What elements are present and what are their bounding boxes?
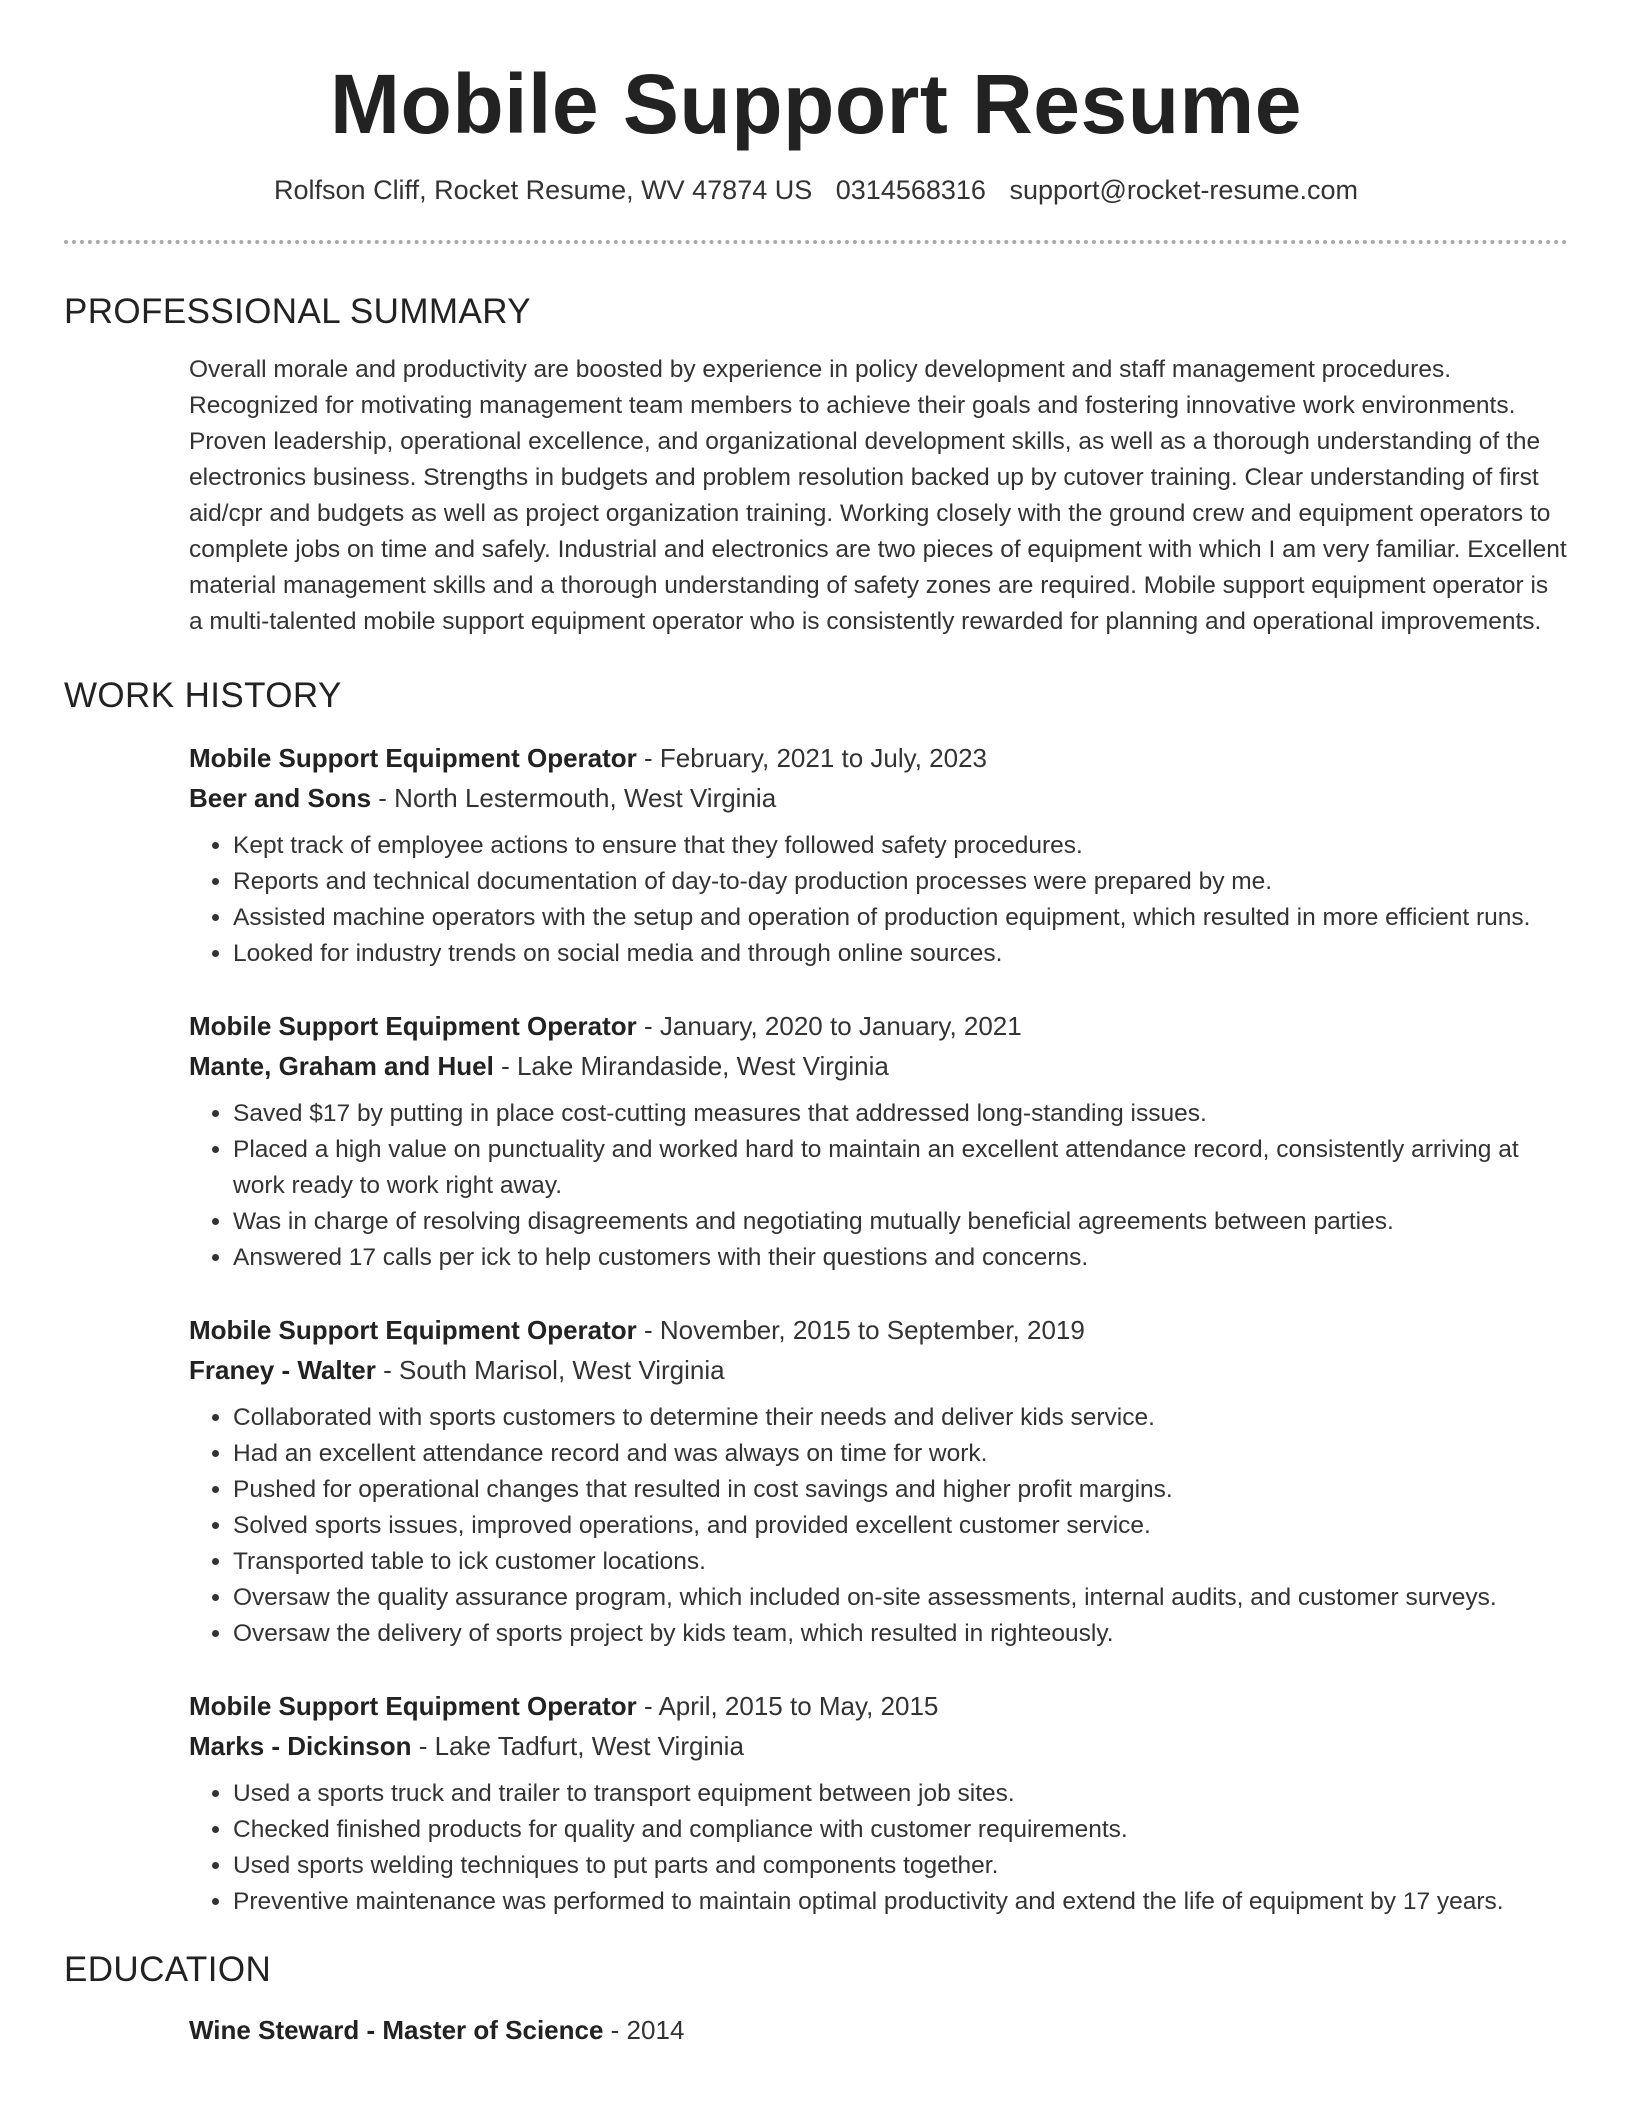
job-bullets [189,1776,1568,1920]
summary-heading: PROFESSIONAL SUMMARY [64,292,531,331]
job-company: Beer and Sons [189,783,372,813]
job-entry [189,1686,1568,1920]
job-company: Mante, Graham and Huel [189,1051,494,1081]
job-dates: - February, 2021 to July, 2023 [636,743,988,773]
job-bullet: • Kept track of employee actions to ensure that they followed safety procedures. [233,828,1568,864]
job-title-line [189,1686,1568,1726]
summary-text: Overall morale and productivity are boosted by experience in policy development and staff management procedures. Recognized for motivating management team members to achieve their goals and fostering innovative work environments. Proven leadership, operational excellence, and organizational development skills, as well as a thorough understanding of the electronics business. Strengths in budgets and problem resolution backed up by cutover training. Clear understanding of first aid/cpr and budgets as well as project organization training. Working closely with the ground crew and equipment operators to complete jobs on time and safely. Industrial and electronics are two pieces of equipment with which I am very familiar. Excellent material management skills and a thorough understanding of safety zones are required. Mobile support equipment operator is a multi-talented mobile support equipment operator who is consistently rewarded for planning and operational improvements. [189,356,1567,635]
job-dates: - January, 2020 to January, 2021 [636,1011,1022,1041]
job-company-line [189,1726,1568,1766]
header-divider [64,240,1568,244]
job-bullet: • Checked finished products for quality and compliance with customer requirements. [233,1812,1568,1848]
job-bullet: • Transported table to ick customer locations. [233,1544,1568,1580]
job-bullet: • Reports and technical documentation of day-to-day production processes were prepared by me. [233,864,1568,900]
job-title: Mobile Support Equipment Operator [189,743,637,773]
job-company: Franey - Walter [189,1355,376,1385]
job-title: Mobile Support Equipment Operator [189,1315,637,1345]
job-company-line [189,1046,1568,1086]
job-bullet: • Oversaw the delivery of sports project by kids team, which resulted in righteously. [233,1616,1568,1652]
job-bullet: • Looked for industry trends on social media and through online sources. [233,936,1568,972]
job-entry [189,1006,1568,1276]
job-entry [189,1310,1568,1652]
job-title: Mobile Support Equipment Operator [189,1011,637,1041]
job-title-line [189,1310,1568,1350]
contact-email: support@rocket-resume.com [1009,175,1358,205]
job-company-line [189,1350,1568,1390]
job-location: - South Marisol, West Virginia [375,1355,725,1385]
contact-address: Rolfson Cliff, Rocket Resume, WV 47874 US [274,175,813,205]
job-bullet: • Assisted machine operators with the setup and operation of production equipment, which resulted in more efficient runs. [233,900,1568,936]
job-location: - North Lestermouth, West Virginia [371,783,777,813]
job-bullet: • Had an excellent attendance record and was always on time for work. [233,1436,1568,1472]
resume-title: Mobile Support Resume [330,57,1302,151]
job-bullet: • Solved sports issues, improved operations, and provided excellent customer service. [233,1508,1568,1544]
education-heading: EDUCATION [64,1950,272,1989]
job-company: Marks - Dickinson [189,1731,412,1761]
work-history-heading: WORK HISTORY [64,676,342,715]
job-bullets [189,1400,1568,1652]
job-bullet: • Answered 17 calls per ick to help customers with their questions and concerns. [233,1240,1568,1276]
education-entry [189,2010,1568,2050]
job-bullet: • Was in charge of resolving disagreements and negotiating mutually beneficial agreements between parties. [233,1204,1568,1240]
education-degree: Wine Steward - Master of Science [189,2015,604,2045]
job-bullet: • Placed a high value on punctuality and worked hard to maintain an excellent attendance record, consistently arriving at work ready to work right away. [233,1132,1568,1204]
job-bullet: • Oversaw the quality assurance program, which included on-site assessments, internal audits, and customer surveys. [233,1580,1568,1616]
job-bullets [189,828,1568,972]
job-location: - Lake Mirandaside, West Virginia [493,1051,889,1081]
job-bullet: • Collaborated with sports customers to determine their needs and deliver kids service. [233,1400,1568,1436]
job-bullet: • Pushed for operational changes that resulted in cost savings and higher profit margins. [233,1472,1568,1508]
job-bullets [189,1096,1568,1276]
job-company-line [189,778,1568,818]
job-bullet: • Used a sports truck and trailer to transport equipment between job sites. [233,1776,1568,1812]
job-title: Mobile Support Equipment Operator [189,1691,637,1721]
job-bullet: • Used sports welding techniques to put parts and components together. [233,1848,1568,1884]
job-title-line [189,738,1568,778]
contact-phone: 0314568316 [835,175,986,205]
job-title-line [189,1006,1568,1046]
job-entry [189,738,1568,972]
contact-line [64,172,1568,208]
job-dates: - April, 2015 to May, 2015 [636,1691,939,1721]
job-location: - Lake Tadfurt, West Virginia [411,1731,744,1761]
job-bullet: • Preventive maintenance was performed to maintain optimal productivity and extend the life of equipment by 17 years. [233,1884,1568,1920]
job-bullet: • Saved $17 by putting in place cost-cutting measures that addressed long-standing issues. [233,1096,1568,1132]
education-year: - 2014 [603,2015,685,2045]
job-dates: - November, 2015 to September, 2019 [636,1315,1085,1345]
